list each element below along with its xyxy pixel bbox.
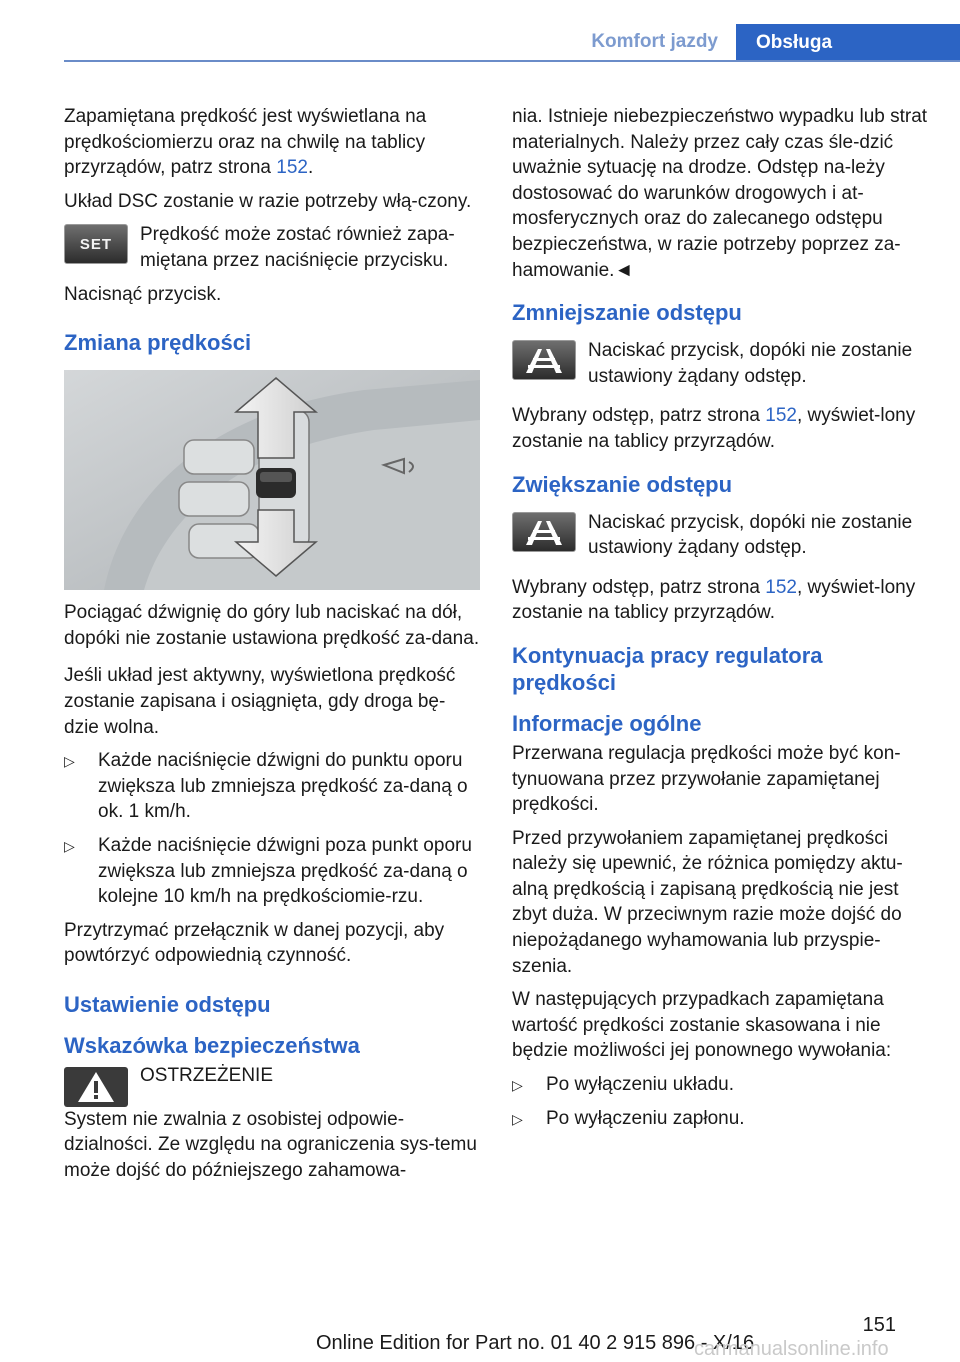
heading-zmniejszanie-odstepu: Zmniejszanie odstępu [512, 300, 742, 326]
steering-wheel-lever-photo [64, 370, 480, 590]
distance-button-row [512, 510, 928, 561]
warning-triangle-icon [64, 1067, 128, 1107]
triangle-bullet-icon: ▷ [512, 1110, 523, 1127]
set-button-row [64, 222, 480, 273]
left-column [64, 104, 480, 1192]
page-link[interactable]: 152 [765, 576, 797, 598]
page-footer [0, 1314, 960, 1360]
triangle-bullet-icon: ▷ [512, 1077, 523, 1094]
paragraph: Pociągać dźwignię do góry lub naciskać na dół, dopóki nie zostanie ustawiona prędkość za-dana. [64, 602, 480, 649]
paragraph: Zapamiętana prędkość jest wyświetlana na prędkościomierzu oraz na chwilę na tablicy przyrządów, patrz strona 152. [64, 106, 427, 179]
warning-text: System nie zwalnia z osobistej odpowie-dzialności. Ze względu na ograniczenia sys-temu może dojść do późniejszego zahamowa- [64, 1108, 477, 1182]
heading-wskazowka-bezpieczenstwa: Wskazówka bezpieczeństwa [64, 1032, 360, 1058]
paragraph: Prędkość może zostać również zapa-miętana przez naciśnięcie przycisku. [140, 224, 455, 271]
header-chapter-label: Obsługa [736, 24, 960, 62]
watermark: carmanualsonline.info [694, 1338, 889, 1360]
bullet-list [512, 1072, 928, 1131]
triangle-bullet-icon: ▷ [64, 837, 75, 854]
set-button-icon: SET [64, 224, 128, 264]
distance-button-row [512, 338, 928, 389]
list-item: ▷ Po wyłączeniu układu. [512, 1072, 928, 1098]
right-column [512, 104, 928, 1139]
heading-zwiekszanie-odstepu: Zwiększanie odstępu [512, 471, 733, 497]
page-link[interactable]: 152 [276, 157, 308, 179]
page-link[interactable]: 152 [765, 405, 797, 427]
triangle-bullet-icon: ▷ [64, 753, 75, 770]
paragraph: Jeśli układ jest aktywny, wyświetlona prędkość zostanie zapisana i osiągnięta, gdy droga bę-dzie wolna. [64, 665, 456, 738]
page-header [64, 24, 960, 62]
paragraph: W następujących przypadkach zapamiętana wartość prędkości zostanie skasowana i nie będzie możliwości jej ponownego wywołania: [512, 989, 892, 1062]
warning-title: OSTRZEŻENIE [140, 1064, 274, 1086]
paragraph: Przerwana regulacja prędkości może być kon-tynuowana przez przywołanie zapamiętanej prędkości. [512, 742, 901, 816]
paragraph: Przed przywołaniem zapamiętanej prędkości należy się upewnić, że różnica pomiędzy aktu-alną prędkością i zapisaną prędkością nie jest zbyt duża. W przeciwnym razie może dojść do niepożądanego wyhamowania lub przyspie-szenia. [512, 827, 903, 977]
header-divider [64, 60, 960, 62]
heading-ustawienie-odstepu: Ustawienie odstępu [64, 991, 271, 1017]
heading-zmiana-predkosci: Zmiana prędkości [64, 330, 252, 356]
distance-button-icon [512, 340, 576, 380]
list-item: ▷ Każde naciśnięcie dźwigni poza punkt oporu zwiększa lub zmniejsza prędkość za-daną o kolejne 10 km/h na prędkościomie-rzu. [64, 834, 472, 908]
heading-kontynuacja: Kontynuacja pracy regulatora prędkości [512, 642, 823, 695]
paragraph: Naciskać przycisk, dopóki nie zostanie ustawiony żądany odstęp. [588, 511, 913, 559]
bullet-list [64, 748, 480, 910]
edition-label: Online Edition for Part no. 01 40 2 915 896 - X/16 [316, 1332, 755, 1354]
paragraph: Układ DSC zostanie w razie potrzeby włą-czony. [64, 190, 472, 212]
paragraph: Nacisnąć przycisk. [64, 283, 222, 305]
list-item: ▷ Po wyłączeniu zapłonu. [512, 1106, 928, 1132]
warning-block [64, 1063, 480, 1107]
page-number: 151 [862, 1314, 896, 1336]
paragraph: nia. Istnieje niebezpieczeństwo wypadku lub strat materialnych. Należy przez cały czas śle-dzić uważnie sytuację na drodze. Odstęp na-leży dostosować do warunków drogowych i at-mosferycznych oraz do zalecanego odstępu bezpieczeństwa, w razie potrzeby poprzez za-hamowanie.◄ [512, 106, 928, 281]
paragraph: Wybrany odstęp, patrz strona 152, wyświet-lony zostanie na tablicy przyrządów. [512, 405, 916, 452]
paragraph: Naciskać przycisk, dopóki nie zostanie ustawiony żądany odstęp. [588, 340, 913, 387]
heading-informacje-ogolne: Informacje ogólne [512, 710, 702, 736]
distance-button-icon [512, 512, 576, 552]
list-item: ▷ Każde naciśnięcie dźwigni do punktu oporu zwiększa lub zmniejsza prędkość za-daną o ok. 1 km/h. [64, 750, 468, 823]
paragraph: Przytrzymać przełącznik w danej pozycji, aby powtórzyć odpowiednią czynność. [64, 919, 445, 967]
paragraph: Wybrany odstęp, patrz strona 152, wyświet-lony zostanie na tablicy przyrządów. [512, 576, 916, 624]
header-section-label: Komfort jazdy [591, 31, 718, 52]
